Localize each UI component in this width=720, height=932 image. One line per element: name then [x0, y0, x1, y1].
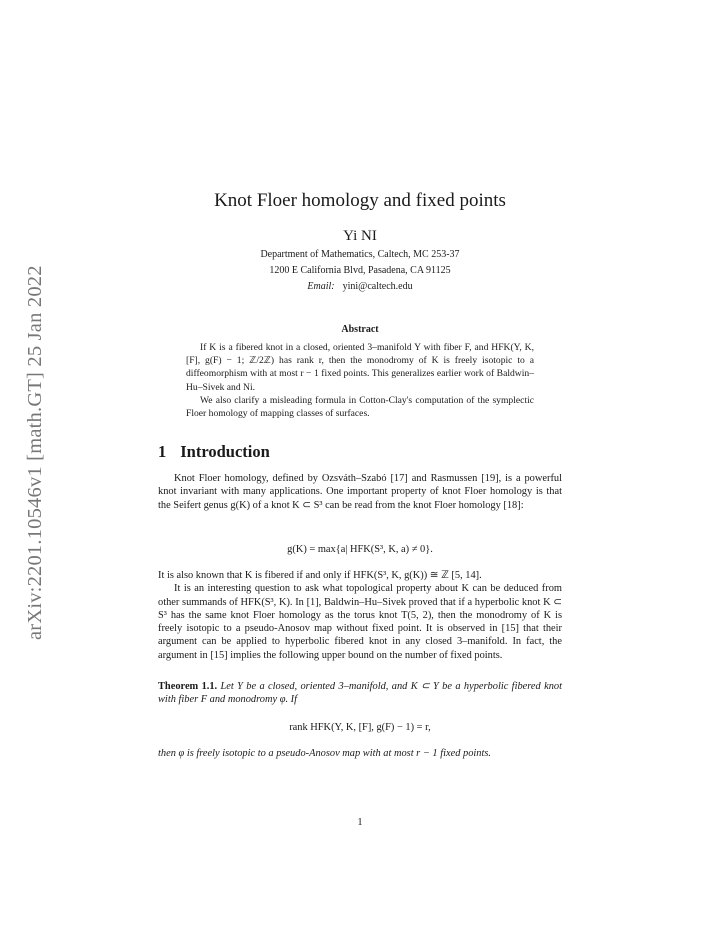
page-number: 1	[357, 817, 363, 828]
paper-title: Knot Floer homology and fixed points	[214, 190, 506, 211]
theorem-label: Theorem 1.1.	[158, 681, 218, 692]
fibered-statement: It is also known that K is fibered if and only if HFK(S³, K, g(K)) ≅ ℤ [5, 14].	[158, 570, 482, 581]
theorem-conclusion: then φ is freely isotopic to a pseudo-Anosov map with at most r − 1 fixed points.	[158, 748, 492, 759]
paragraph-text: Knot Floer homology, defined by Ozsváth–Szabó [17] and Rasmussen [19], is a powerful knot invariant with many applications. One important property of knot Floer homology is that the Seifert genus g(K) of a knot K ⊂ S³ can be read from the knot Floer homology [18]:	[158, 473, 562, 511]
affiliation-address: 1200 E California Blvd, Pasadena, CA 91125	[269, 265, 451, 276]
affiliation-email-line	[158, 280, 562, 294]
theorem-1-1	[158, 680, 562, 707]
section-number: 1	[158, 442, 167, 461]
genus-equation: g(K) = max{a| HFK(S³, K, a) ≠ 0}.	[287, 544, 433, 555]
theorem-hypothesis: Let Y be a closed, oriented 3–manifold, and K ⊂ Y be a hyperbolic fibered knot with fiber F and monodromy φ. If	[158, 681, 562, 706]
intro-paragraph-2	[158, 569, 562, 662]
affiliation-department: Department of Mathematics, Caltech, MC 253-37	[260, 249, 460, 260]
arxiv-side-stamp	[18, 210, 52, 640]
email-label: Email:	[307, 281, 335, 292]
intro-paragraph-1	[158, 472, 562, 512]
paragraph-text: It is an interesting question to ask what topological property about K can be deduced from other summands of HFK(S³, K). In [1], Baldwin–Hu–Sivek proved that if a hyperbolic knot K ⊂ S³ has the same knot Floer homology as the torus knot T(5, 2), then the monodromy of K is freely isotopic to a pseudo-Anosov map without fixed point. It is observed in [15] that their argument can be applied to hyperbolic fibered knot in any closed 3–manifold. In fact, the argument in [15] implies the following upper bound on the number of fixed points.	[158, 583, 562, 661]
author-name: Yi NI	[343, 228, 377, 244]
arxiv-identifier: arXiv:2201.10546v1 [math.GT] 25 Jan 2022	[24, 265, 46, 640]
abstract-heading: Abstract	[341, 324, 379, 335]
abstract-body	[186, 341, 534, 420]
section-title: Introduction	[180, 442, 270, 461]
abstract-paragraph-2: We also clarify a misleading formula in Cotton-Clay's computation of the symplectic Floer homology of mapping classes of surfaces.	[186, 394, 534, 420]
rank-equation: rank HFK(Y, K, [F], g(F) − 1) = r,	[289, 722, 431, 733]
email-address[interactable]: yini@caltech.edu	[342, 281, 413, 292]
section-heading	[158, 441, 270, 463]
abstract-paragraph-1: If K is a fibered knot in a closed, oriented 3–manifold Y with fiber F, and HFK(Y, K, [F], g(F) − 1; ℤ/2ℤ) has rank r, then the monodromy of K is freely isotopic to a diffeomorphism with at most r − 1 fixed points. This generalizes earlier work of Baldwin–Hu–Sivek and Ni.	[186, 342, 534, 393]
